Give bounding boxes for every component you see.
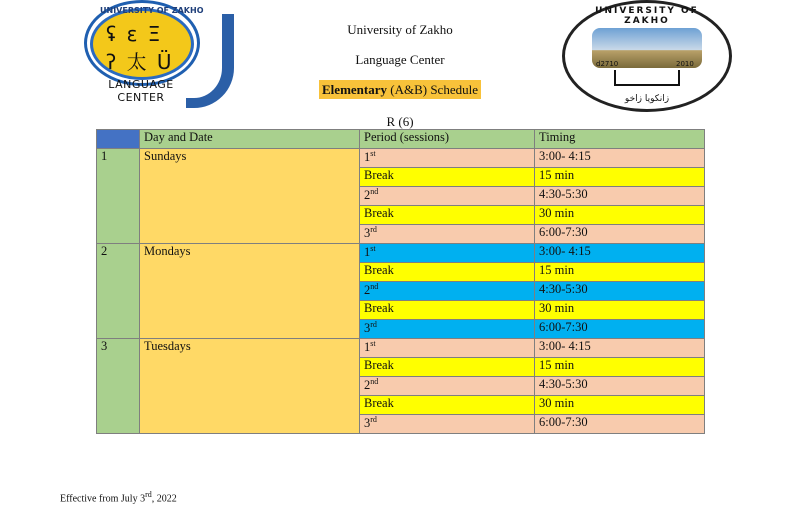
table-row (97, 244, 705, 263)
period-cell (360, 320, 535, 339)
period-label: Break (364, 396, 394, 410)
period-label: 3 (364, 416, 371, 431)
schedule-table (96, 129, 705, 434)
period-label: 3 (364, 321, 371, 336)
timing-cell: 6:00-7:30 (535, 320, 705, 339)
schedule-title-rest: (A&B) Schedule (387, 82, 478, 97)
period-cell (360, 149, 535, 168)
period-ordinal-suffix: rd (370, 415, 377, 424)
timing-cell: 15 min (535, 168, 705, 187)
timing-cell: 3:00- 4:15 (535, 244, 705, 263)
period-cell (360, 187, 535, 206)
day-number-cell: 1 (97, 149, 140, 244)
effective-date-prefix: Effective from July 3 (60, 493, 146, 505)
table-row (97, 149, 705, 168)
period-label: Break (364, 263, 394, 277)
timing-cell: 6:00-7:30 (535, 225, 705, 244)
room-label: R (6) (386, 114, 414, 129)
period-cell (360, 244, 535, 263)
seal-year-right: 2010 (676, 60, 694, 68)
header-cell-day: Day and Date (140, 130, 360, 149)
seal-arc-text: UNIVERSITY OF ZAKHO (595, 6, 699, 26)
logo-arc-text: UNIVERSITY OF ZAKHO (100, 6, 204, 15)
period-cell (360, 339, 535, 358)
timing-cell: 30 min (535, 396, 705, 415)
header-cell-period: Period (sessions) (360, 130, 535, 149)
period-label: 3 (364, 226, 371, 241)
period-label: Break (364, 206, 394, 220)
period-ordinal-suffix: st (370, 149, 376, 158)
seal-bottom-text: زانكويا زاخو (624, 94, 670, 104)
schedule-title-box (319, 80, 481, 99)
timing-cell: 4:30-5:30 (535, 187, 705, 206)
period-ordinal-suffix: nd (370, 282, 379, 291)
period-ordinal-suffix: rd (370, 225, 377, 234)
period-cell (360, 377, 535, 396)
period-cell (360, 168, 535, 187)
timing-cell: 30 min (535, 206, 705, 225)
header-cell-number (97, 130, 140, 149)
seal-year-left: d2710 (596, 60, 619, 68)
timing-cell: 15 min (535, 358, 705, 377)
table-header-row (97, 130, 705, 149)
period-cell (360, 282, 535, 301)
day-number-cell: 3 (97, 339, 140, 434)
day-name-cell: Tuesdays (140, 339, 360, 434)
university-name: University of Zakho (347, 22, 453, 37)
period-label: 1 (364, 340, 371, 355)
effective-date-sup: rd (145, 490, 152, 499)
timing-cell: 4:30-5:30 (535, 282, 705, 301)
period-cell (360, 206, 535, 225)
timing-cell: 3:00- 4:15 (535, 149, 705, 168)
period-ordinal-suffix: st (370, 339, 376, 348)
logo-glyphs-icon: ʢ ε Ξ ʔ 太 Ü (106, 22, 174, 74)
header-cell-timing: Timing (535, 130, 705, 149)
period-label: 2 (364, 188, 371, 203)
period-ordinal-suffix: nd (370, 187, 379, 196)
period-cell (360, 358, 535, 377)
period-label: Break (364, 301, 394, 315)
period-label: 1 (364, 150, 371, 165)
period-cell (360, 396, 535, 415)
day-number-cell: 2 (97, 244, 140, 339)
center-name: Language Center (355, 52, 445, 67)
logo-label-line1: LANGUAGE (108, 78, 174, 91)
period-ordinal-suffix: st (370, 244, 376, 253)
period-label: 2 (364, 378, 371, 393)
period-label: 1 (364, 245, 371, 260)
table-row (97, 339, 705, 358)
period-label: Break (364, 168, 394, 182)
period-label: 2 (364, 283, 371, 298)
effective-date-suffix: , 2022 (151, 493, 177, 505)
day-name-cell: Mondays (140, 244, 360, 339)
period-cell (360, 415, 535, 434)
timing-cell: 30 min (535, 301, 705, 320)
timing-cell: 15 min (535, 263, 705, 282)
timing-cell: 6:00-7:30 (535, 415, 705, 434)
day-name-cell: Sundays (140, 149, 360, 244)
effective-date-note (60, 490, 177, 504)
period-label: Break (364, 358, 394, 372)
timing-cell: 4:30-5:30 (535, 377, 705, 396)
schedule-level: Elementary (322, 82, 387, 97)
logo-label-line2: CENTER (117, 91, 165, 104)
period-cell (360, 225, 535, 244)
period-cell (360, 301, 535, 320)
period-cell (360, 263, 535, 282)
schedule-table-body (97, 130, 705, 434)
schedule-title (0, 82, 800, 98)
timing-cell: 3:00- 4:15 (535, 339, 705, 358)
period-ordinal-suffix: rd (370, 320, 377, 329)
period-ordinal-suffix: nd (370, 377, 379, 386)
